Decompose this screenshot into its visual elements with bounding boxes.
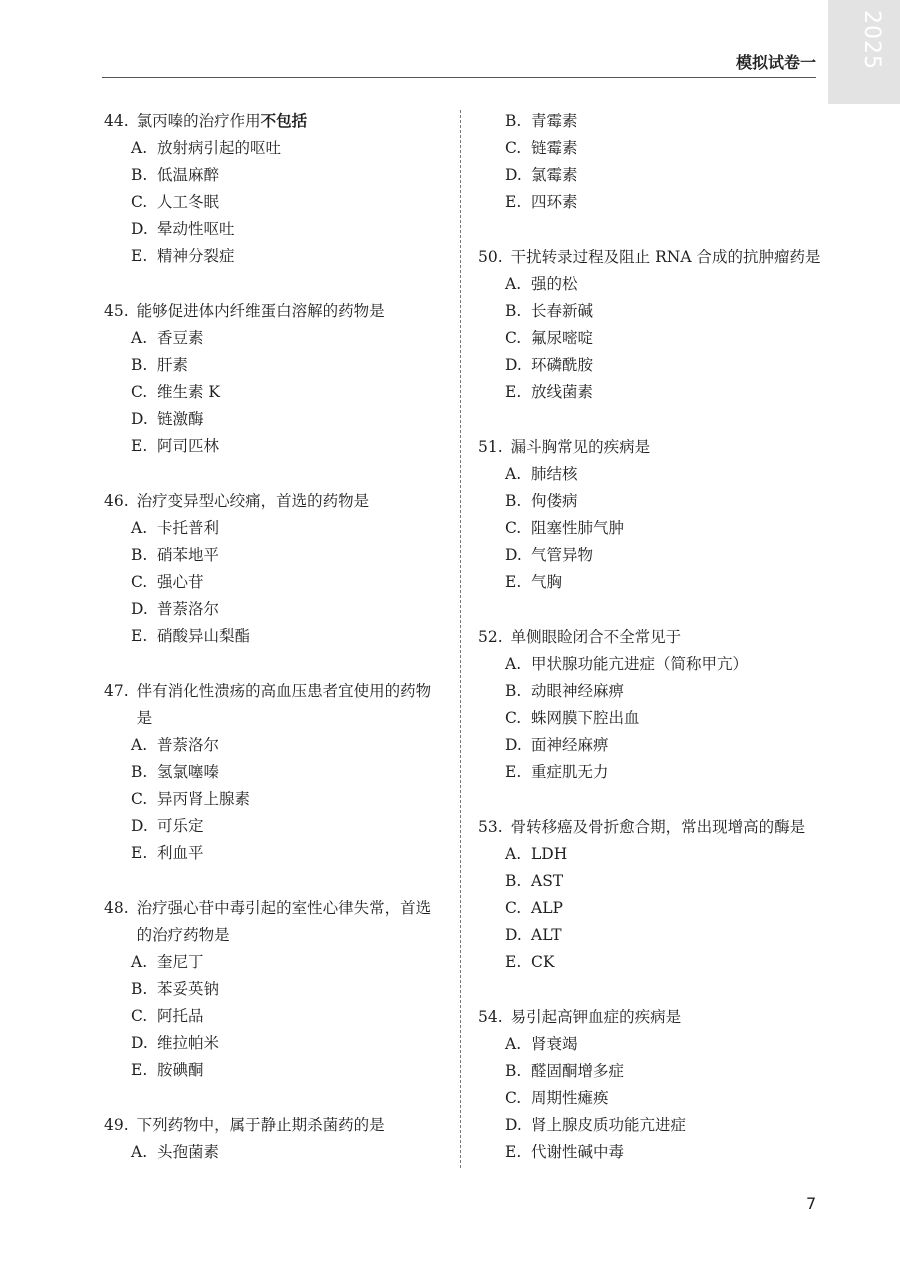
option-letter: B. [505,872,522,890]
option-text: 佝偻病 [531,492,578,510]
question-text: 单侧眼睑闭合不全常见于 [510,628,682,646]
question-number: 51. [478,438,503,456]
question-item [478,434,823,596]
option-text: 面神经麻痹 [531,736,609,754]
option-letter: D. [131,600,148,618]
question-text: 氯丙嗪的治疗作用 [136,112,261,130]
answer-option [478,379,823,406]
question-item [104,108,446,270]
option-letter: E. [131,247,148,265]
answer-option [478,1031,823,1058]
answer-option [104,135,446,162]
answer-option [104,542,446,569]
option-text: ALP [531,899,563,917]
answer-option [478,1112,823,1139]
page-title: 模拟试卷一 [735,53,816,72]
option-letter: E. [505,383,522,401]
question-emphasis: 不包括 [260,112,308,130]
question-text: 治疗变异型心绞痛，首选的药物是 [136,492,370,510]
question-text-wrap [511,624,823,651]
answer-option [478,759,823,786]
option-text: 链激酶 [157,410,204,428]
option-letter: D. [505,1116,522,1134]
option-text: LDH [531,845,568,863]
option-letter: C. [505,1089,522,1107]
question-text-wrap [511,244,823,271]
question-number: 48. [104,899,129,917]
question-number: 49. [104,1116,129,1134]
answer-option [104,379,446,406]
question-text: 骨转移癌及骨折愈合期，常出现增高的酶是 [510,818,806,836]
option-text: 青霉素 [531,112,578,130]
answer-option [478,162,823,189]
option-letter: A. [131,329,148,347]
option-text: 强的松 [531,275,578,293]
option-text: 醛固酮增多症 [531,1062,625,1080]
question-number: 53. [478,818,503,836]
option-letter: E. [505,193,522,211]
question-item [478,1004,823,1166]
option-letter: E. [131,437,148,455]
option-letter: A. [505,465,522,483]
option-letter: A. [131,139,148,157]
option-text: 气胸 [531,573,563,591]
question-stem [104,298,446,325]
answer-option [104,162,446,189]
option-letter: C. [505,139,522,157]
option-text: 肾上腺皮质功能亢进症 [531,1116,687,1134]
option-letter: A. [505,275,522,293]
option-text: 链霉素 [531,139,578,157]
question-number: 50. [478,248,503,266]
answer-option [104,1057,446,1084]
option-letter: B. [505,492,522,510]
option-letter: B. [505,682,522,700]
option-text: 蛛网膜下腔出血 [531,709,640,727]
option-letter: B. [505,302,522,320]
answer-option [478,895,823,922]
option-text: 长春新碱 [531,302,594,320]
question-text: 伴有消化性溃疡的高血压患者宜使用的药物是 [136,682,432,727]
answer-option [478,705,823,732]
answer-option [104,949,446,976]
answer-option [478,189,823,216]
option-letter: E. [505,763,522,781]
answer-option [478,732,823,759]
question-text-wrap [137,108,446,135]
option-text: 维拉帕米 [157,1034,220,1052]
question-text: 治疗强心苷中毒引起的室性心律失常，首选的治疗药物是 [136,899,432,944]
option-letter: D. [131,410,148,428]
option-text: 放线菌素 [531,383,594,401]
option-letter: E. [131,844,148,862]
option-text: 硝苯地平 [157,546,220,564]
option-letter: B. [131,763,148,781]
option-text: ALT [531,926,562,944]
option-text: 氯霉素 [531,166,578,184]
option-text: 利血平 [157,844,204,862]
answer-option [478,271,823,298]
question-stem [478,624,823,651]
option-text: 奎尼丁 [157,953,204,971]
question-item [478,108,823,216]
option-letter: E. [131,1061,148,1079]
question-item [478,814,823,976]
option-letter: B. [131,980,148,998]
option-letter: A. [505,845,522,863]
answer-option [478,461,823,488]
question-stem [104,678,446,732]
question-text-wrap [137,678,446,732]
answer-option [104,216,446,243]
option-letter: B. [505,1062,522,1080]
option-text: 肾衰竭 [531,1035,578,1053]
option-text: 低温麻醉 [157,166,220,184]
option-letter: C. [131,1007,148,1025]
option-letter: B. [131,546,148,564]
question-stem [104,1112,446,1139]
answer-option [478,298,823,325]
option-letter: D. [505,356,522,374]
column-divider [460,110,461,1168]
option-letter: D. [505,166,522,184]
option-letter: D. [505,736,522,754]
answer-option [104,596,446,623]
option-letter: C. [505,329,522,347]
answer-option [104,1003,446,1030]
question-number: 54. [478,1008,503,1026]
header-rule [102,77,816,78]
option-letter: D. [131,1034,148,1052]
question-stem [104,895,446,949]
option-text: 苯妥英钠 [157,980,220,998]
option-text: 人工冬眠 [157,193,220,211]
answer-option [104,1139,446,1166]
option-letter: D. [505,546,522,564]
option-letter: A. [131,736,148,754]
option-text: 氟尿嘧啶 [531,329,594,347]
option-text: 卡托普利 [157,519,220,537]
option-letter: E. [131,627,148,645]
option-letter: E. [505,953,522,971]
option-text: 维生素 K [157,383,221,401]
answer-option [478,678,823,705]
option-letter: A. [505,1035,522,1053]
answer-option [104,243,446,270]
page-number: 7 [806,1194,817,1213]
answer-option [104,732,446,759]
question-text: 易引起高钾血症的疾病是 [510,1008,682,1026]
option-text: 头孢菌素 [157,1143,220,1161]
option-text: 普萘洛尔 [157,600,220,618]
answer-option [104,569,446,596]
question-text: 漏斗胸常见的疾病是 [510,438,651,456]
question-stem [478,434,823,461]
question-number: 47. [104,682,129,700]
question-number: 52. [478,628,503,646]
answer-option [104,976,446,1003]
question-stem [104,108,446,135]
answer-option [104,623,446,650]
question-item [104,895,446,1084]
option-text: 香豆素 [157,329,204,347]
answer-option [478,488,823,515]
option-letter: C. [131,383,148,401]
question-number: 44. [104,112,129,130]
question-item [104,488,446,650]
option-letter: A. [505,655,522,673]
answer-option [478,108,823,135]
option-letter: D. [131,817,148,835]
option-text: 动眼神经麻痹 [531,682,625,700]
answer-option [478,651,823,678]
option-text: 阿司匹林 [157,437,220,455]
option-text: 阿托品 [157,1007,204,1025]
option-text: 普萘洛尔 [157,736,220,754]
option-text: 气管异物 [531,546,594,564]
year-label: 2025 [859,10,884,70]
option-letter: C. [131,573,148,591]
option-text: 肝素 [157,356,189,374]
question-stem [478,1004,823,1031]
question-item [478,244,823,406]
answer-option [104,759,446,786]
option-letter: B. [131,166,148,184]
option-letter: D. [131,220,148,238]
answer-option [104,1030,446,1057]
option-text: 代谢性碱中毒 [531,1143,625,1161]
option-text: 放射病引起的呕吐 [157,139,282,157]
question-item [104,298,446,460]
answer-option [104,786,446,813]
option-text: 环磷酰胺 [531,356,594,374]
question-text-wrap [511,434,823,461]
question-item [478,624,823,786]
option-letter: C. [505,899,522,917]
answer-option [478,352,823,379]
option-letter: C. [131,193,148,211]
question-item [104,1112,446,1166]
question-text-wrap [137,895,446,949]
option-letter: E. [505,573,522,591]
option-text: 周期性瘫痪 [531,1089,609,1107]
question-text: 干扰转录过程及阻止 RNA 合成的抗肿瘤药是 [510,248,821,266]
answer-option [478,135,823,162]
option-text: 甲状腺功能亢进症（简称甲亢） [531,655,749,673]
option-text: 重症肌无力 [531,763,609,781]
option-letter: C. [505,709,522,727]
right-column [478,108,823,1194]
answer-option [478,515,823,542]
option-text: 可乐定 [157,817,204,835]
answer-option [478,949,823,976]
option-text: CK [531,953,555,971]
question-text-wrap [511,1004,823,1031]
answer-option [104,352,446,379]
option-text: 阻塞性肺气肿 [531,519,625,537]
question-text-wrap [137,298,446,325]
option-text: AST [531,872,564,890]
option-letter: A. [131,519,148,537]
answer-option [104,840,446,867]
option-letter: A. [131,1143,148,1161]
question-text-wrap [137,1112,446,1139]
answer-option [478,569,823,596]
option-letter: D. [505,926,522,944]
question-stem [104,488,446,515]
answer-option [104,515,446,542]
option-text: 四环素 [531,193,578,211]
option-text: 晕动性呕吐 [157,220,235,238]
question-number: 45. [104,302,129,320]
answer-option [478,868,823,895]
question-text-wrap [137,488,446,515]
answer-option [104,433,446,460]
option-letter: C. [505,519,522,537]
option-text: 精神分裂症 [157,247,235,265]
question-text: 下列药物中，属于静止期杀菌药的是 [136,1116,385,1134]
question-stem [478,814,823,841]
option-text: 强心苷 [157,573,204,591]
answer-option [478,1058,823,1085]
option-text: 胺碘酮 [157,1061,204,1079]
question-number: 46. [104,492,129,510]
option-letter: A. [131,953,148,971]
question-stem [478,244,823,271]
answer-option [104,813,446,840]
question-text-wrap [511,814,823,841]
left-column [104,108,446,1194]
option-text: 肺结核 [531,465,578,483]
option-letter: E. [505,1143,522,1161]
option-text: 异丙肾上腺素 [157,790,251,808]
option-letter: B. [505,112,522,130]
answer-option [104,406,446,433]
option-text: 硝酸异山梨酯 [157,627,251,645]
option-letter: B. [131,356,148,374]
answer-option [478,1085,823,1112]
question-text: 能够促进体内纤维蛋白溶解的药物是 [136,302,385,320]
option-text: 氢氯噻嗪 [157,763,220,781]
question-item [104,678,446,867]
answer-option [478,841,823,868]
answer-option [478,325,823,352]
answer-option [478,922,823,949]
answer-option [478,542,823,569]
option-letter: C. [131,790,148,808]
answer-option [104,325,446,352]
answer-option [478,1139,823,1166]
answer-option [104,189,446,216]
